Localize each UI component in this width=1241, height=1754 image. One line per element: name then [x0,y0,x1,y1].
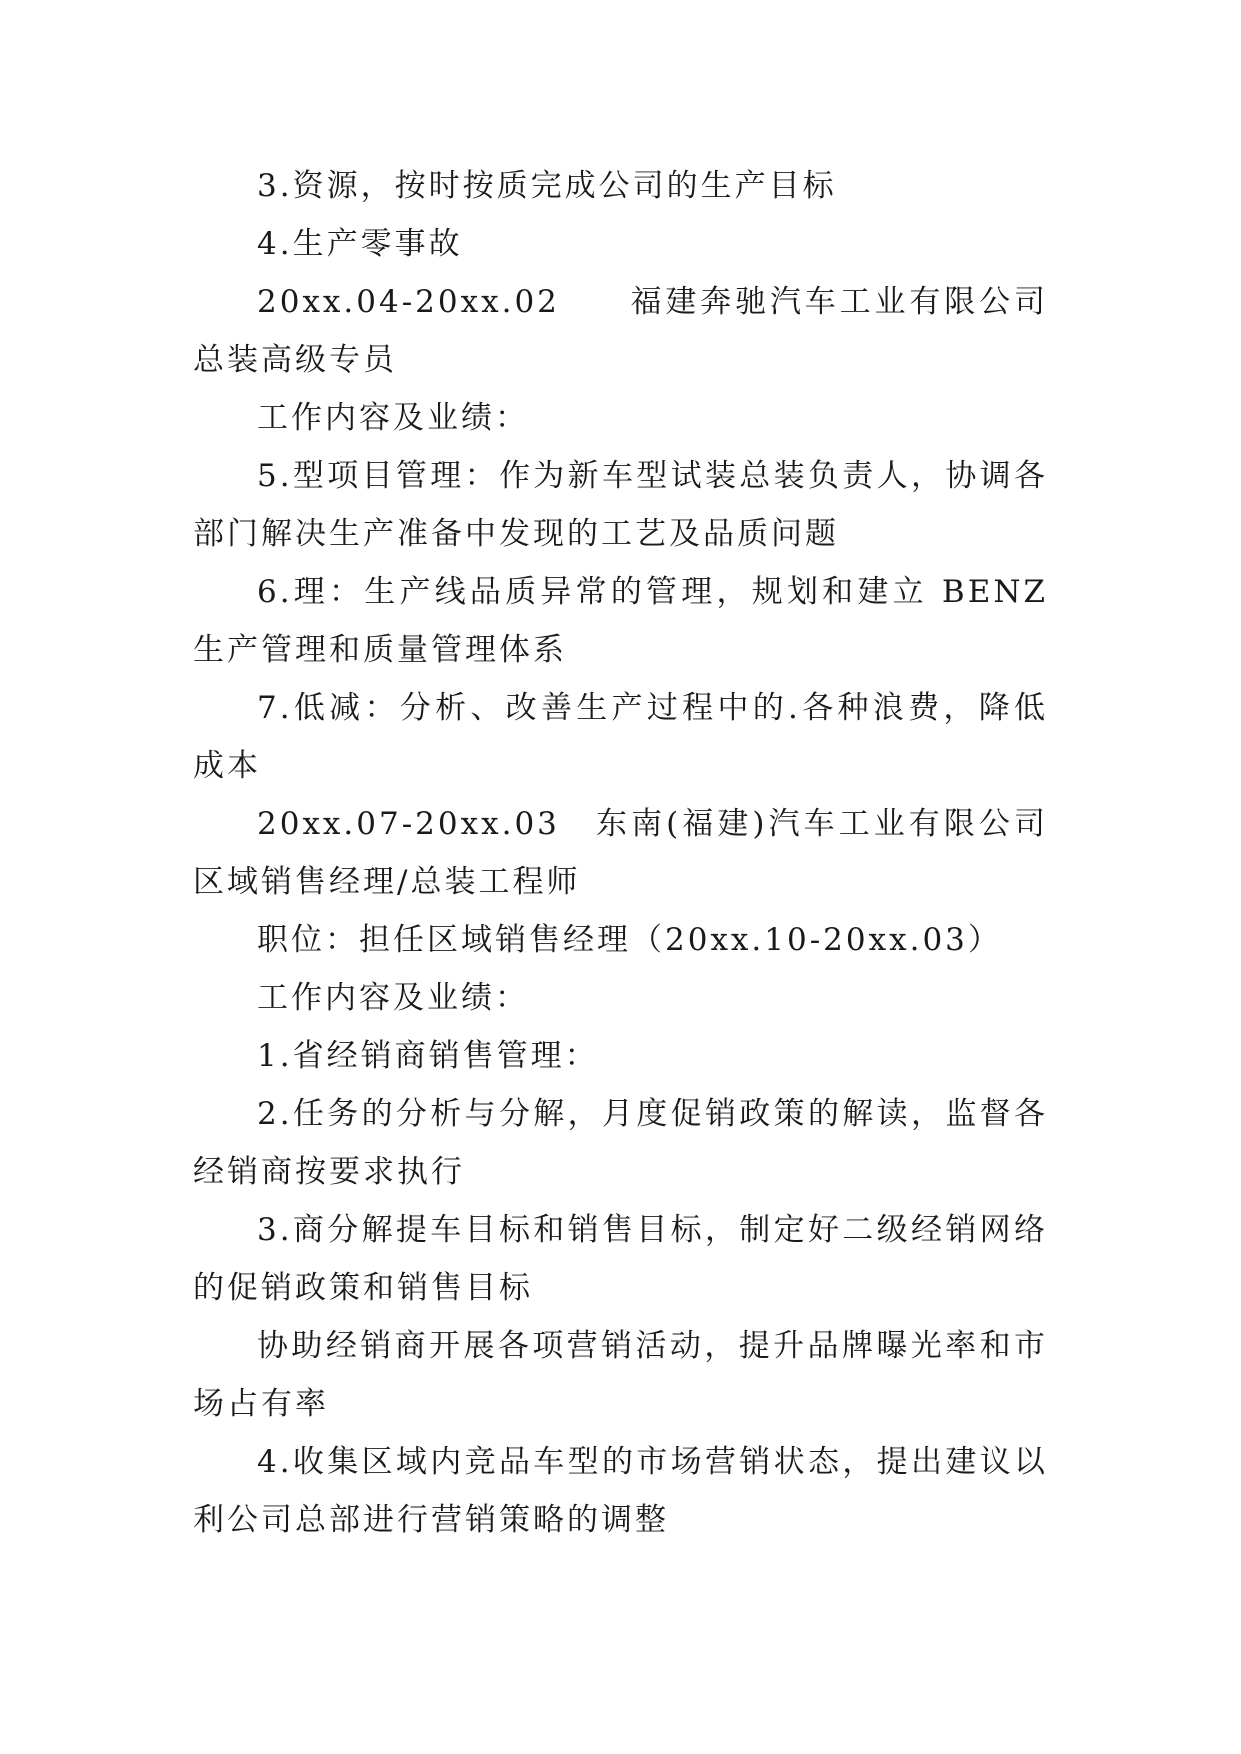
paragraph: 5.型项目管理：作为新车型试装总装负责人，协调各部门解决生产准备中发现的工艺及品质问题 [193,458,1048,552]
paragraph: 3.资源，按时按质完成公司的生产目标 [257,168,837,204]
paragraph: 4.生产零事故 [257,226,463,262]
section-label: 工作内容及业绩： [257,400,529,436]
section-label: 工作内容及业绩： [257,980,529,1016]
paragraph: 4.收集区域内竞品车型的市场营销状态，提出建议以利公司总部进行营销策略的调整 [193,1444,1048,1538]
job-entry-heading: 20xx.04-20xx.02 福建奔驰汽车工业有限公司 总装高级专员 [193,284,1082,378]
paragraph: 2.任务的分析与分解，月度促销政策的解读，监督各经销商按要求执行 [193,1096,1048,1190]
paragraph: 协助经销商开展各项营销活动，提升品牌曝光率和市场占有率 [193,1328,1048,1422]
paragraph: 7.低减：分析、改善生产过程中的.各种浪费，降低成本 [193,690,1048,784]
paragraph: 1.省经销商销售管理： [257,1038,599,1074]
job-entry-heading: 20xx.07-20xx.03 东南(福建)汽车工业有限公司 区域销售经理/总装工程师 [193,806,1048,900]
paragraph: 3.商分解提车目标和销售目标，制定好二级经销网络的促销政策和销售目标 [193,1212,1048,1306]
paragraph: 6.理：生产线品质异常的管理，规划和建立 BENZ 生产管理和质量管理体系 [193,574,1048,668]
position-line: 职位：担任区域销售经理（20xx.10-20xx.03） [257,922,1002,958]
document-body [193,157,1082,1549]
